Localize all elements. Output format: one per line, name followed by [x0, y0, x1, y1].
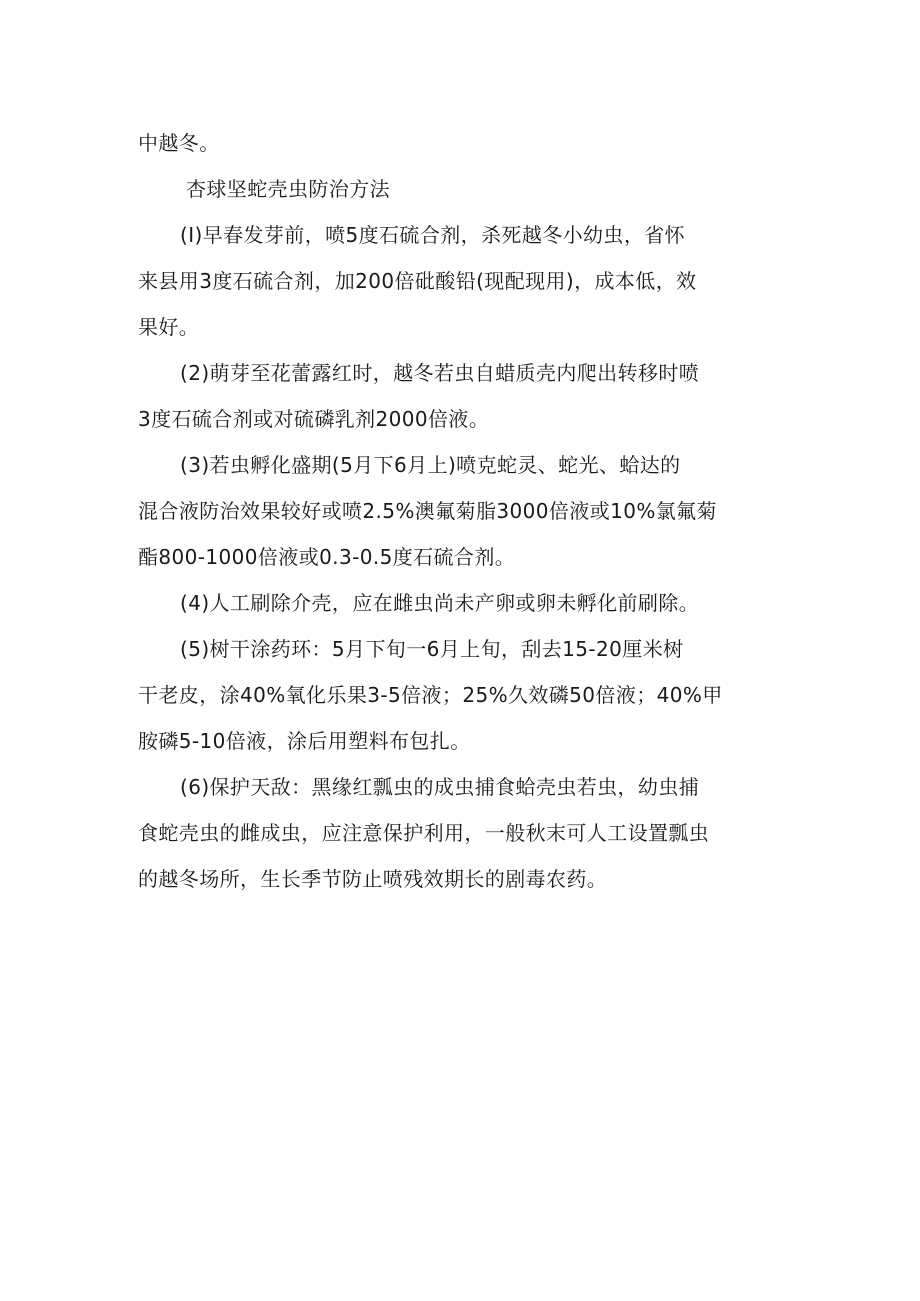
text-line: 胺磷5-10倍液，涂后用塑料布包扎。 — [138, 729, 471, 753]
paragraph-method-1 — [138, 212, 784, 350]
paragraph-method-2 — [138, 350, 784, 442]
text-line: (6)保护天敌：黑缘红瓢虫的成虫捕食蛤壳虫若虫，幼虫捕 — [180, 775, 700, 799]
text-line: (4)人工刷除介壳，应在雌虫尚未产卵或卵未孵化前刷除。 — [180, 591, 700, 615]
text-line: 混合液防治效果较好或喷2.5%澳氟菊脂3000倍液或10%氯氟菊 — [138, 499, 717, 523]
paragraph-method-6 — [138, 764, 784, 902]
section-heading-text: 杏球坚蛇壳虫防治方法 — [186, 177, 390, 201]
section-heading — [138, 166, 784, 212]
paragraph-method-4 — [138, 580, 784, 626]
text-line: 3度石硫合剂或对硫磷乳剂2000倍液。 — [138, 407, 490, 431]
text-line: (I)早春发芽前，喷5度石硫合剂，杀死越冬小幼虫，省怀 — [180, 223, 686, 247]
text-line: (5)树干涂药环：5月下旬一6月上旬，刮去15-20厘米树 — [180, 637, 684, 661]
paragraph-method-3 — [138, 442, 784, 580]
paragraph-continuation — [138, 120, 784, 166]
text-line: (2)萌芽至花蕾露红时，越冬若虫自蜡质壳内爬出转移时喷 — [180, 361, 700, 385]
text-line: 干老皮，涂40%氧化乐果3-5倍液；25%久效磷50倍液；40%甲 — [138, 683, 723, 707]
document-body — [138, 120, 784, 902]
text-line: 来县用3度石硫合剂，加200倍砒酸铅(现配现用)，成本低，效 — [138, 269, 697, 293]
text-line: 食蛇壳虫的雌成虫，应注意保护利用，一般秋末可人工设置瓢虫 — [138, 821, 710, 845]
text-line: 的越冬场所，生长季节防止喷残效期长的剧毒农药。 — [138, 867, 608, 891]
text-line: (3)若虫孵化盛期(5月下6月上)喷克蛇灵、蛇光、蛤达的 — [180, 453, 681, 477]
paragraph-method-5 — [138, 626, 784, 764]
text-line: 酯800-1000倍液或0.3-0.5度石硫合剂。 — [138, 545, 516, 569]
text-line: 果好。 — [138, 315, 200, 339]
text-line: 中越冬。 — [138, 131, 220, 155]
